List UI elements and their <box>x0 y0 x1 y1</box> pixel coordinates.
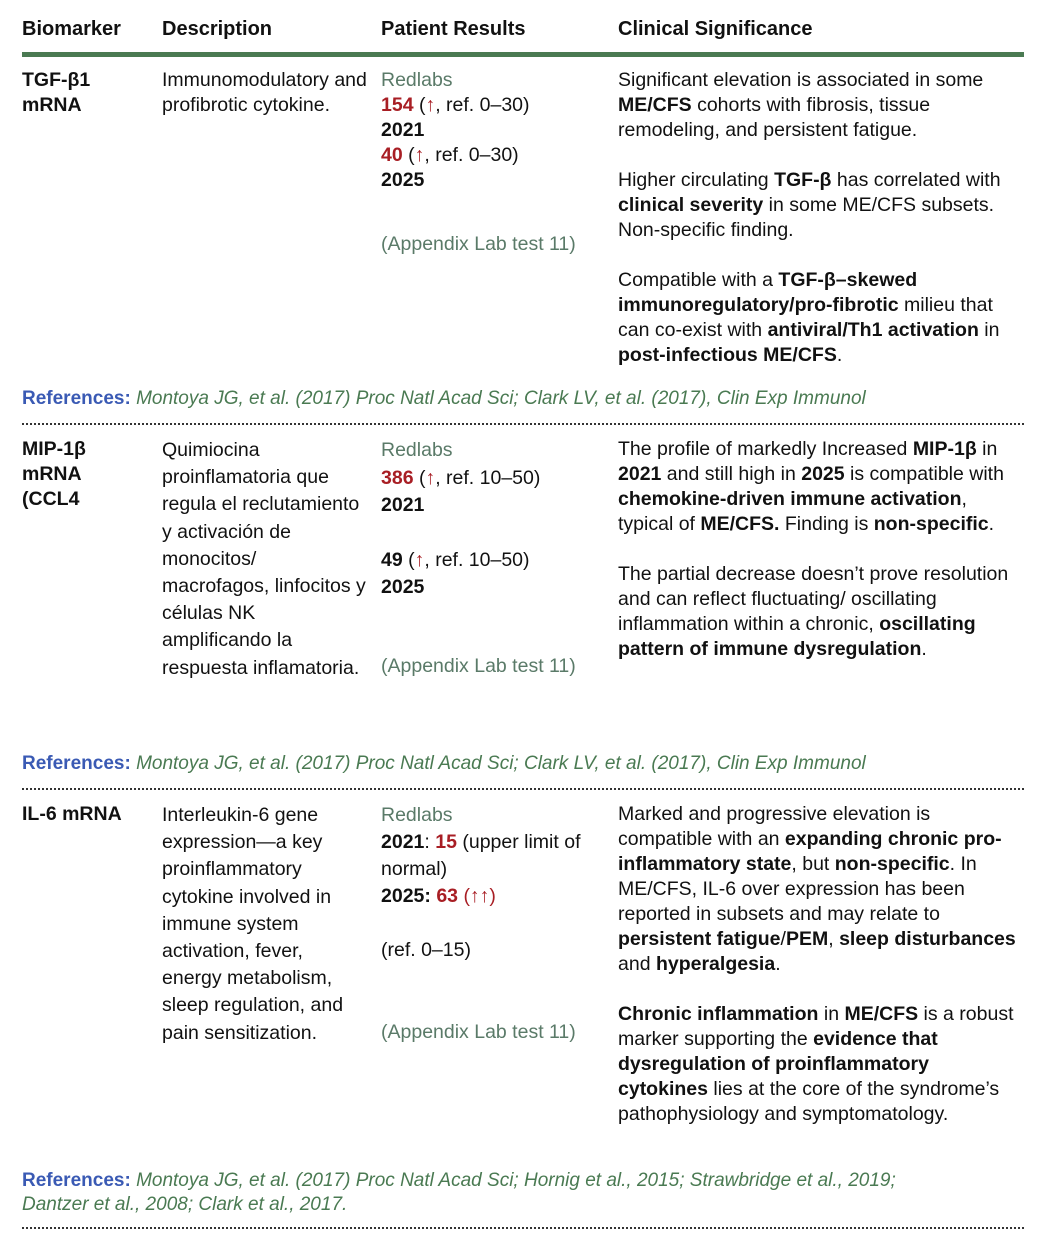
appendix-link[interactable]: (Appendix Lab test 11) <box>381 1021 576 1043</box>
biomarker-name: IL-6 mRNA <box>22 803 122 825</box>
result-2021: 154 (↑, ref. 0–30) <box>381 94 530 116</box>
up-arrow-icon: ↑ <box>425 94 436 116</box>
result-year: 2021 <box>381 494 425 516</box>
references-row-1: References: Montoya JG, et al. (2017) Proc Natl Acad Sci; Clark LV, et al. (2017), Clin Exp Immunol <box>22 388 866 409</box>
appendix-link[interactable]: (Appendix Lab test 11) <box>381 233 576 255</box>
result-2025: 49 (↑, ref. 10–50) <box>381 548 530 571</box>
lab-name: Redlabs <box>381 69 453 91</box>
header-divider <box>22 52 1024 57</box>
table-header <box>0 18 1042 44</box>
patient-results <box>381 68 606 368</box>
biomarker-name: MIP-1β mRNA (CCL4 <box>22 438 86 510</box>
double-up-arrow-icon: (↑↑) <box>463 885 496 907</box>
row-divider <box>22 423 1024 425</box>
lab-name: Redlabs <box>381 804 453 826</box>
clinical-significance: Marked and progressive elevation is compatible with an expanding chronic pro-inflammatory state, but non-specific. In ME/CFS, IL-6 over expression has been reported in subsets and may relate to persistent fatigue/PEM, sleep disturbances and hyperalgesia. Chronic inflammation in ME/CFS is a robust marker supporting the evidence that dysregulation of proinflammatory cytokines lies at the core of the syndrome’s pathophysiology and symptomatology. <box>618 803 1016 1125</box>
reference-range: (ref. 0–15) <box>381 939 471 961</box>
biomarker-description: Quimiocina proinflamatoria que regula el reclutamiento y activación de monocitos/ macrofagos, linfocitos y células NK amplificando la respuesta inflamatoria. <box>162 439 366 679</box>
result-2021: 2021: 15 (upper limit of normal) <box>381 831 581 880</box>
patient-results <box>381 437 606 737</box>
up-arrow-icon: ↑ <box>414 548 425 571</box>
lab-name: Redlabs <box>381 439 453 461</box>
patient-results <box>381 802 606 1102</box>
up-arrow-icon: ↑ <box>414 144 425 166</box>
result-year: 2025 <box>381 576 425 598</box>
result-2025: 2025: 63 (↑↑) <box>381 885 496 907</box>
result-year: 2021 <box>381 119 425 141</box>
result-2025: 40 (↑, ref. 0–30) <box>381 144 519 166</box>
header-clinical-significance: Clinical Significance <box>618 18 813 40</box>
appendix-link[interactable]: (Appendix Lab test 11) <box>381 655 576 677</box>
row-divider <box>22 1227 1024 1229</box>
result-year: 2025 <box>381 169 425 191</box>
header-patient-results: Patient Results <box>381 18 526 40</box>
biomarker-description: Immunomodulatory and profibrotic cytokine. <box>162 69 367 116</box>
row-divider <box>22 788 1024 790</box>
clinical-significance: Significant elevation is associated in some ME/CFS cohorts with fibrosis, tissue remodeling, and persistent fatigue. Higher circulating TGF-β has correlated with clinical severity in some ME/CFS subsets. Non-specific finding. Compatible with a TGF-β–skewed immunoregulatory/pro-fibrotic milieu that can co-exist with antiviral/Th1 activation in post-infectious ME/CFS. <box>618 69 1001 366</box>
biomarker-description: Interleukin-6 gene expression—a key proinflammatory cytokine involved in immune system activation, fever, energy metabolism, sleep regulation, and pain sensitization. <box>162 804 344 1044</box>
references-row-3: References: Montoya JG, et al. (2017) Proc Natl Acad Sci; Hornig et al., 2015; Strawbridge et al., 2019; Dantzer et al., 2008; Clark et al., 2017. <box>22 1170 896 1215</box>
up-arrow-icon: ↑ <box>425 466 436 489</box>
result-2021: 386 (↑, ref. 10–50) <box>381 466 541 489</box>
references-row-2: References: Montoya JG, et al. (2017) Proc Natl Acad Sci; Clark LV, et al. (2017), Clin Exp Immunol <box>22 753 866 774</box>
biomarker-name: TGF-β1 mRNA <box>22 69 91 116</box>
header-description: Description <box>162 18 273 40</box>
header-biomarker: Biomarker <box>22 18 121 40</box>
clinical-significance: The profile of markedly Increased MIP-1β in 2021 and still high in 2025 is compatible with chemokine-driven immune activation, typical of ME/CFS. Finding is non-specific. The partial decrease doesn’t prove resolution and can reflect fluctuating/ oscillating inflammation within a chronic, oscillating pattern of immune dysregulation. <box>618 438 1009 660</box>
